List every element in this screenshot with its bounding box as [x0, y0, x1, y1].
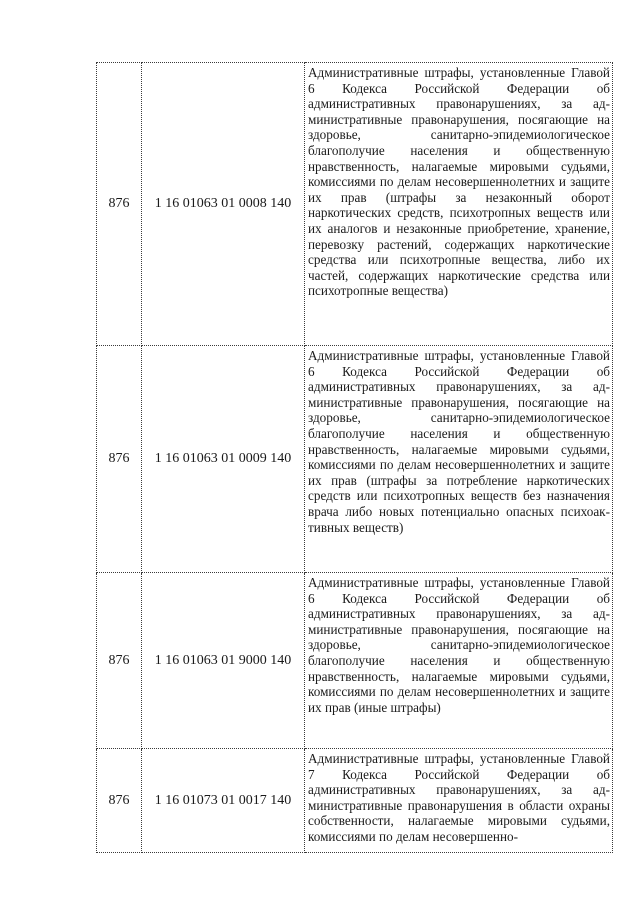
description-cell: Административные штрафы, установленные Главой 6 Кодекса Российской Федерации об административных правонарушениях, за административные правонарушения, посягающие на здоровье, санитарно-эпидемиологическое благополучие населения и общественную нравственность, налагаемые мировыми судьями, комиссиями по делам несовершеннолетних и защите их прав (штрафы за незаконный оборот наркотических средств, психотропных веществ или их аналогов и незаконные приобретение, хранение, перевозку растений, содержащих наркотические средства или психотропные вещества, либо их частей, содержащих наркотические средства или психотропные вещества)	[305, 63, 613, 346]
table-row	[97, 63, 613, 346]
kbk-code-cell: 1 16 01063 01 0009 140	[142, 346, 305, 573]
kbk-code-cell: 1 16 01063 01 0008 140	[142, 63, 305, 346]
description-cell	[305, 749, 613, 853]
budget-classification-table	[96, 62, 613, 853]
kbk-code-cell: 1 16 01073 01 0017 140	[142, 749, 305, 853]
admin-code-cell: 876	[97, 346, 142, 573]
admin-code-cell: 876	[97, 63, 142, 346]
description-cell: Административные штрафы, установленные Главой 6 Кодекса Российской Федерации об административных правонарушениях, за административные правонарушения, посягающие на здоровье, санитарно-эпидемиологическое благополучие населения и общественную нравственность, налагаемые мировыми судьями, комиссиями по делам несовершеннолетних и защите их прав (иные штрафы)	[305, 573, 613, 749]
admin-code-cell: 876	[97, 749, 142, 853]
description-cell: Административные штрафы, установленные Главой 6 Кодекса Российской Федерации об административных правонарушениях, за административные правонарушения, посягающие на здоровье, санитарно-эпидемиологическое благополучие населения и общественную нравственность, налагаемые мировыми судьями, комиссиями по делам несовершеннолетних и защите их прав (штрафы за потребление наркотических средств или психотропных веществ без назначения врача либо новых потенциально опасных психоактивных веществ)	[305, 346, 613, 573]
description-text: Административные штрафы, установленные Главой 7 Кодекса Российской Федерации об административных правонарушениях, за административные правонарушения в области охраны собственности, налагаемые мировыми судьями, комиссиями по делам несовершенно-	[308, 751, 610, 844]
table-row	[97, 749, 613, 853]
kbk-code-cell: 1 16 01063 01 9000 140	[142, 573, 305, 749]
admin-code-cell: 876	[97, 573, 142, 749]
table-row	[97, 346, 613, 573]
table-row	[97, 573, 613, 749]
